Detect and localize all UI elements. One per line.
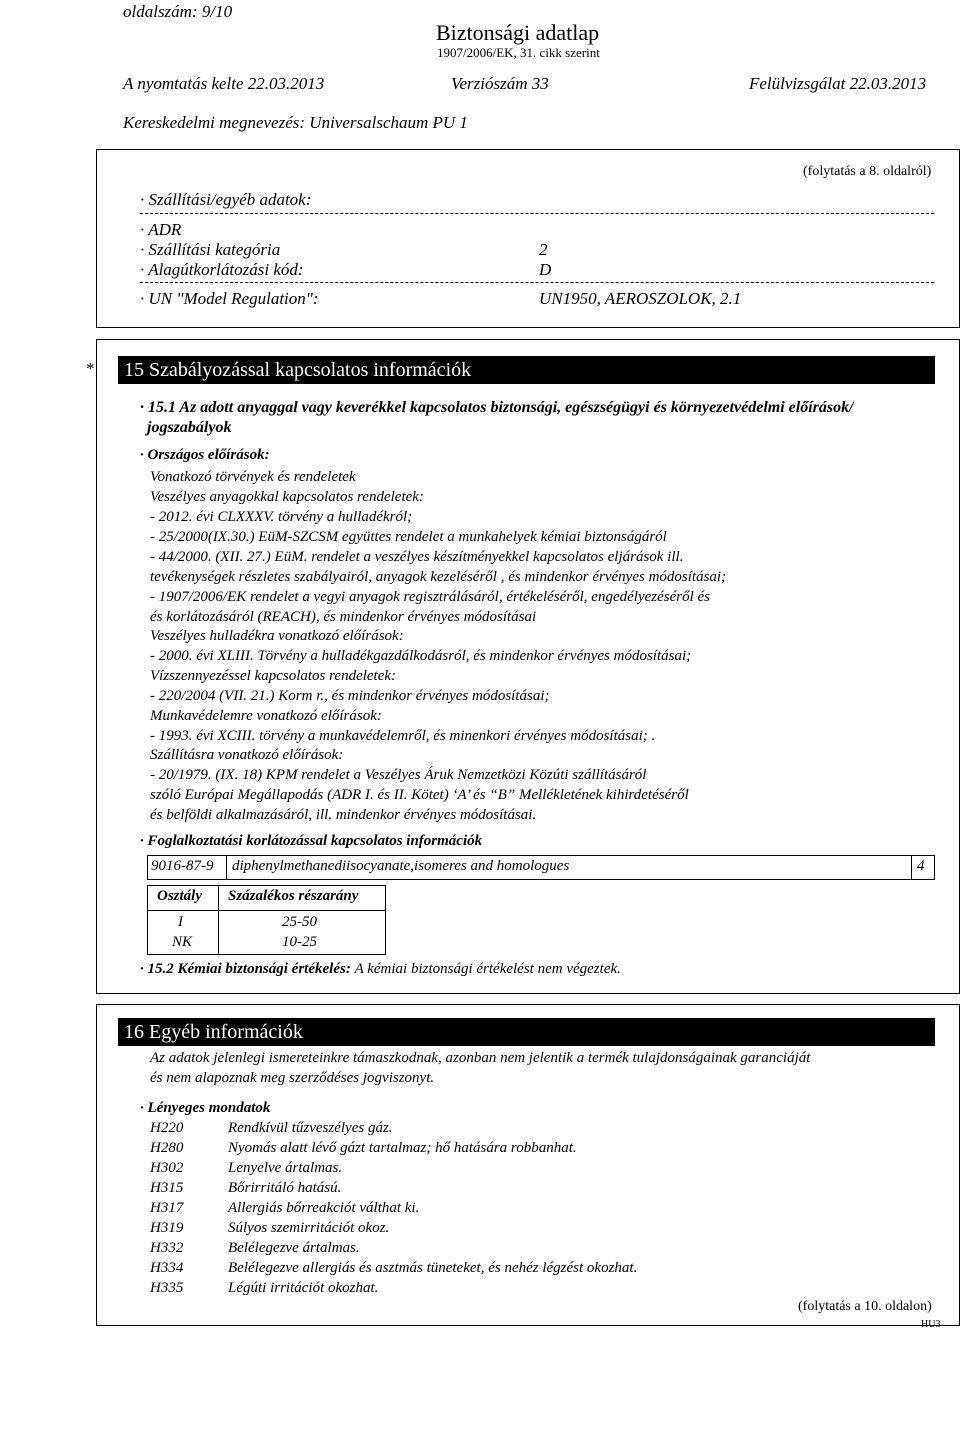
transport-heading: · Szállítási/egyéb adatok:: [140, 190, 312, 209]
class-cell: I: [178, 914, 183, 930]
phrases-heading: · Lényeges mondatok: [140, 1100, 271, 1116]
disclaimer-line: és nem alapoznak meg szerződéses jogviszonyt.: [150, 1070, 435, 1086]
percentage-cell: 25-50: [282, 914, 317, 930]
hazard-code: H315: [150, 1180, 184, 1196]
transport-category-label: · Szállítási kategória: [140, 240, 281, 259]
hazard-text: Súlyos szemirritációt okoz.: [228, 1220, 390, 1236]
page-number: oldalszám: 9/10: [123, 2, 233, 21]
hazard-text: Allergiás bőrreakciót válthat ki.: [228, 1200, 420, 1216]
cas-number: 9016-87-9: [151, 858, 214, 874]
hazard-text: Légúti irritációt okozhat.: [228, 1280, 379, 1296]
regulation-line: Vízszennyezéssel kapcsolatos rendeletek:: [150, 668, 397, 684]
regulation-line: - 25/2000(IX.30.) EüM-SZCSM együttes rendelet a munkahelyek kémiai biztonságáról: [150, 529, 667, 545]
version-number: Verziószám 33: [451, 74, 549, 93]
hazard-code: H220: [150, 1120, 184, 1136]
percentage-cell: 10-25: [282, 934, 317, 950]
hazard-text: Belélegezve allergiás és asztmás tüneteket, és nehéz légzést okozhat.: [228, 1260, 638, 1276]
hazard-code: H280: [150, 1140, 184, 1156]
restriction-value: 4: [917, 858, 925, 874]
divider: [140, 213, 934, 214]
hazard-code: H319: [150, 1220, 184, 1236]
disclaimer-line: Az adatok jelenlegi ismereteinkre támaszkodnak, azonban nem jelentik a termék tulajdonságainak garanciáját: [150, 1050, 811, 1066]
section-16-title: 16 Egyéb információk: [118, 1018, 935, 1046]
table-divider: [218, 885, 219, 955]
class-cell: NK: [172, 934, 193, 950]
regulation-line: - 2000. évi XLIII. Törvény a hulladékgazdálkodásról, és mindenkor érvényes módosításai;: [150, 648, 692, 664]
regulation-line: - 1993. évi XCIII. törvény a munkavédelemről, és minenkori érvényes módosításai; .: [150, 728, 656, 744]
employment-restrictions-heading: · Foglalkoztatási korlátozással kapcsolatos információk: [140, 833, 483, 849]
tunnel-code-value: D: [539, 260, 552, 279]
table-divider: [911, 855, 912, 880]
hazard-code: H335: [150, 1280, 184, 1296]
hazard-code: H302: [150, 1160, 184, 1176]
hazard-code: H317: [150, 1200, 184, 1216]
regulation-line: Szállításra vonatkozó előírások:: [150, 747, 344, 763]
hazard-text: Bőrirritáló hatású.: [228, 1180, 342, 1196]
regulation-line: tevékenységek részletes szabályairól, anyagok kezeléséről , és mindenkor érvényes módosításai;: [150, 569, 727, 585]
subsection-15-1-title-cont: jogszabályok: [147, 419, 232, 436]
continued-to: (folytatás a 10. oldalon): [798, 1299, 932, 1314]
hazard-text: Rendkívül tűzveszélyes gáz.: [228, 1120, 393, 1136]
regulation-line: - 2012. évi CLXXXV. törvény a hulladékról;: [150, 509, 413, 525]
transport-category-value: 2: [539, 240, 548, 259]
table-divider: [226, 855, 227, 880]
regulation-line: - 220/2004 (VII. 21.) Korm r., és mindenkor érvényes módosításai;: [150, 688, 550, 704]
print-date: A nyomtatás kelte 22.03.2013: [123, 74, 325, 93]
substance-name: diphenylmethanediisocyanate,isomeres and homologues: [232, 858, 570, 874]
hazard-text: Belélegezve ártalmas.: [228, 1240, 360, 1256]
regulation-line: - 44/2000. (XII. 27.) EüM. rendelet a veszélyes készítményekkel kapcsolatos eljárások ill.: [150, 549, 684, 565]
change-marker: *: [86, 359, 95, 378]
footer-code: HU3: [921, 1319, 941, 1330]
class-header: Osztály: [157, 888, 202, 904]
percentage-header: Százalékos részarány: [228, 888, 359, 904]
regulation-line: szóló Európai Megállapodás (ADR I. és II. Kötet) ‘A’ és “B” Mellékletének kihirdetéséről: [150, 787, 689, 803]
subsection-15-1-title: · 15.1 Az adott anyaggal vagy keverékkel kapcsolatos biztonsági, egészségügyi és környezetvédelmi előírások/: [140, 399, 854, 416]
regulation-line: és korlátozásáról (REACH), és mindenkor érvényes módosításai: [150, 609, 537, 625]
subsection-15-2-text: A kémiai biztonsági értékelést nem végeztek.: [354, 961, 621, 977]
hazard-text: Nyomás alatt lévő gázt tartalmaz; hő hatására robbanhat.: [228, 1140, 577, 1156]
national-regulations-heading: · Országos előírások:: [140, 447, 270, 463]
hazard-code: H334: [150, 1260, 184, 1276]
regulation-line: - 20/1979. (IX. 18) KPM rendelet a Veszélyes Áruk Nemzetközi Közúti szállításáról: [150, 767, 647, 783]
trade-name: Kereskedelmi megnevezés: Universalschaum PU 1: [123, 113, 468, 132]
regulation-line: Munkavédelemre vonatkozó előírások:: [150, 708, 382, 724]
regulation-line: Vonatkozó törvények és rendeletek: [150, 469, 356, 485]
tunnel-code-label: · Alagútkorlátozási kód:: [140, 260, 304, 279]
section-15-title: 15 Szabályozással kapcsolatos információk: [118, 356, 935, 384]
regulation-line: Veszélyes hulladékra vonatkozó előírások:: [150, 628, 404, 644]
subsection-15-2-label: · 15.2 Kémiai biztonsági értékelés:: [140, 961, 351, 977]
continued-from: (folytatás a 8. oldalról): [803, 164, 932, 179]
regulation-line: és belföldi alkalmazásáról, ill. mindenkor érvényes módosításai.: [150, 807, 537, 823]
divider: [140, 282, 934, 283]
document-subtitle: 1907/2006/EK, 31. cikk szerint: [437, 45, 600, 60]
adr-label: · ADR: [140, 220, 182, 239]
table-divider: [147, 910, 386, 911]
regulation-line: Veszélyes anyagokkal kapcsolatos rendeletek:: [150, 489, 424, 505]
document-title: Biztonsági adatlap: [436, 20, 600, 45]
un-model-label: · UN "Model Regulation":: [140, 289, 319, 308]
subsection-15-2: [140, 961, 621, 978]
review-date: Felülvizsgálat 22.03.2013: [749, 74, 927, 93]
regulation-line: - 1907/2006/EK rendelet a vegyi anyagok regisztrálásáról, értékeléséről, engedélyezéséről és: [150, 589, 710, 605]
hazard-text: Lenyelve ártalmas.: [228, 1160, 343, 1176]
un-model-value: UN1950, AEROSZOLOK, 2.1: [539, 289, 742, 308]
hazard-code: H332: [150, 1240, 184, 1256]
